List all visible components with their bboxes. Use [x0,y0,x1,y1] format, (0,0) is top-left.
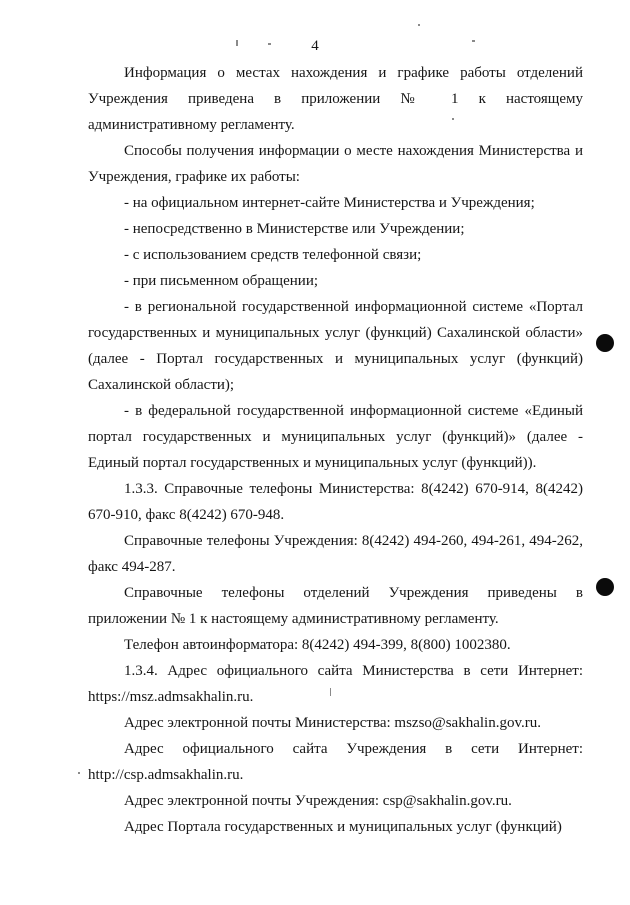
word: Интернет: [518,741,583,757]
list-item-written: - при письменном обращении; [124,273,319,289]
scan-speck [330,688,331,696]
scan-speck [472,40,475,42]
word: Адрес [124,741,164,757]
word: Учреждения [388,585,469,601]
word: Учреждения [346,741,427,757]
word: сайта [292,741,328,757]
list-item-regional-portal: - в региональной государственной информационной системе «Портал государственных и муниципальных услуг (функций) Сахалинской области» (далее - Портал государственных и муниципальных услуг (функций) Сахалинской области); [88,299,583,393]
paragraph-portal-address: Адрес Портала государственных и муниципальных услуг (функций) [124,819,562,835]
paragraph-autoinformer: Телефон автоинформатора: 8(4242) 494-399, 8(800) 1002380. [124,637,511,653]
paragraph-branch-phones-line2: приложении № 1 к настоящему административному регламенту. [88,611,499,627]
page-number: 4 [311,38,319,54]
word: Справочные [124,585,203,601]
paragraph-institution-website-line1 [124,736,583,762]
word: телефоны [221,585,285,601]
word: в [445,741,453,757]
paragraph-ministry-website: 1.3.4. Адрес официального сайта Министерства в сети Интернет: https://msz.admsakhalin.ru. [88,663,583,705]
paragraph-institution-phones: Справочные телефоны Учреждения: 8(4242) 494-260, 494-261, 494-262, факс 494-287. [88,533,583,575]
paragraph-ministry-email: Адрес электронной почты Министерства: mszso@sakhalin.gov.ru. [124,715,541,731]
scan-speck [452,118,454,120]
list-item-website: - на официальном интернет-сайте Министерства и Учреждения; [124,195,535,211]
paragraph-institution-website-line2: http://csp.admsakhalin.ru. [88,767,244,783]
paragraph-branch-phones-line1 [124,580,583,606]
punch-hole-upper [596,334,614,352]
word: отделений [303,585,370,601]
paragraph-institution-email: Адрес электронной почты Учреждения: csp@sakhalin.gov.ru. [124,793,512,809]
scan-speck [78,772,80,774]
scan-speck [268,43,271,45]
paragraph-offices-info: Информация о местах нахождения и графике работы отделений Учреждения приведена в приложении № 1 к настоящему административному регламенту. [88,65,583,133]
list-item-in-person: - непосредственно в Министерстве или Учреждении; [124,221,465,237]
list-item-phone: - с использованием средств телефонной связи; [124,247,422,263]
scan-speck [418,24,420,26]
list-item-federal-portal: - в федеральной государственной информационной системе «Единый портал государственных и муниципальных услуг (функций)» (далее - Единый портал государственных и муниципальных услуг (функций)). [88,403,583,471]
paragraph-ministry-phones: 1.3.3. Справочные телефоны Министерства: 8(4242) 670-914, 8(4242) 670-910, факс 8(4242) 670-948. [88,481,583,523]
scan-speck [236,40,238,46]
word: приведены [487,585,557,601]
punch-hole-lower [596,578,614,596]
word: сети [471,741,500,757]
word: в [575,585,583,601]
paragraph-methods-intro: Способы получения информации о месте нахождения Министерства и Учреждения, графике их работы: [88,143,583,185]
word: официального [182,741,274,757]
